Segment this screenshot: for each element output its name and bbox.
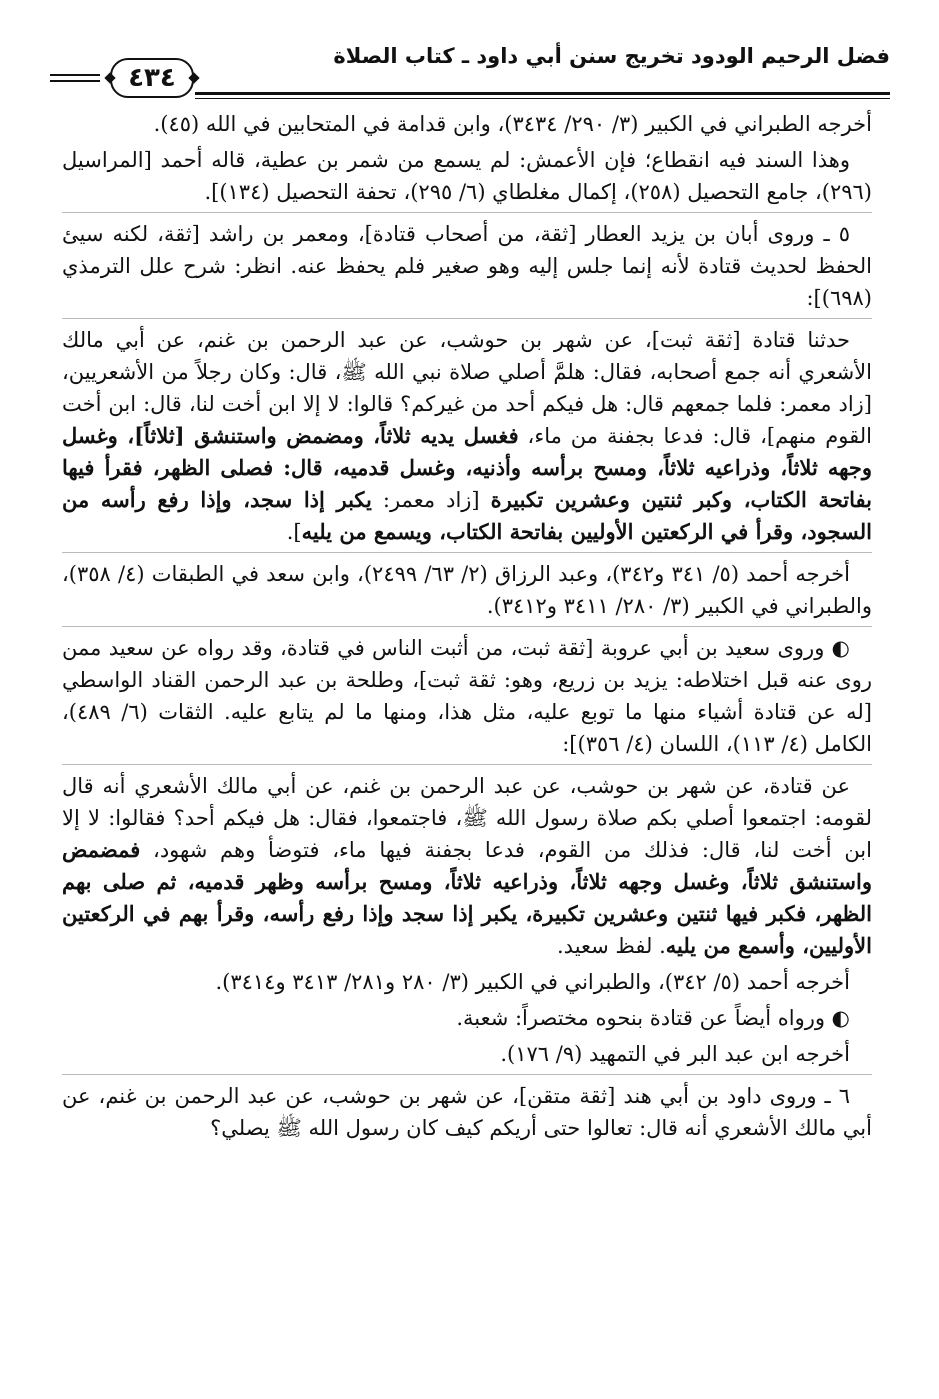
- paragraph-text: أخرجه أحمد (٥/ ٣٤٢)، والطبراني في الكبير (٣/ ٢٨٠ و٢٨١/ ٣٤١٣ و٣٤١٤).: [215, 970, 850, 994]
- paragraph-text: أخرجه أحمد (٥/ ٣٤١ و٣٤٢)، وعبد الرزاق (٢/ ٦٣/ ٢٤٩٩)، وابن سعد في الطبقات (٤/ ٣٥٨)، والطبراني في الكبير (٣/ ٢٨٠/ ٣٤١١ و٣٤١٢).: [62, 562, 872, 618]
- body-paragraph: [62, 324, 872, 548]
- header-rule: [195, 92, 890, 95]
- body-paragraph: [62, 966, 872, 998]
- page-body: [62, 108, 872, 1148]
- paragraph-separator: [62, 1074, 872, 1075]
- page-header: [50, 38, 890, 102]
- hadith-text-bold: فغسل يديه ثلاثاً، ومضمض واستنشق [ثلاثاً]، وغسل وجهه ثلاثاً، وذراعيه ثلاثاً، ومسح برأسه وأذنيه، وغسل قدميه، قال: فصلى الظهر، فقرأ فيها بفاتحة الكتاب، وكبر ثنتين وعشرين تكبيرة: [62, 423, 873, 512]
- paragraph-separator: [62, 318, 872, 319]
- paragraph-separator: [62, 212, 872, 213]
- paragraph-text: ٥ ـ وروى أبان بن يزيد العطار [ثقة، من أصحاب قتادة]، ومعمر بن راشد [ثقة، لكنه سيئ الحفظ لحديث قتادة لأنه إنما جلس إليه وهو صغير فلم يحفظ عنه. انظر: شرح علل الترمذي (٦٩٨)]:: [62, 222, 872, 310]
- paragraph-text: حدثنا قتادة [ثقة ثبت]، عن شهر بن حوشب، عن عبد الرحمن بن غنم، عن أبي مالك الأشعري أنه جمع أصحابه، فقال: هلمَّ أصلي صلاة نبي الله ﷺ، قال: وكان رجلاً من الأشعريين، [زاد معمر: فلما جمعهم قال: هل فيكم أحد من غيركم؟ قالوا: لا إلا ابن أخت لنا، قال: ابن أخت القوم منهم]، قال: فدعا بجفنة من ماء،: [62, 328, 873, 448]
- body-paragraph: [62, 770, 872, 962]
- body-paragraph: [62, 1038, 872, 1070]
- header-rule-thin: [195, 98, 890, 99]
- body-paragraph: [62, 558, 872, 622]
- page-number: ٤٣٤: [110, 58, 194, 98]
- body-paragraph: [62, 218, 872, 314]
- paragraph-text: ٦ ـ وروى داود بن أبي هند [ثقة متقن]، عن شهر بن حوشب، عن عبد الرحمن بن غنم، عن أبي مالك الأشعري أنه قال: تعالوا حتى أريكم كيف كان رسول الله ﷺ يصلي؟: [62, 1084, 872, 1140]
- hadith-text-bold: فمضمض واستنشق ثلاثاً، وغسل وجهه ثلاثاً، وذراعيه ثلاثاً، ومسح برأسه وظهر قدميه، ثم صلى بهم الظهر، فكبر فيها ثنتين وعشرين تكبيرة، يكبر إذا سجد وإذا رفع رأسه، وقرأ بهم في الركعتين الأوليين، وأسمع من يليه: [62, 837, 872, 958]
- paragraph-text: ◐ ورواه أيضاً عن قتادة بنحوه مختصراً: شعبة.: [456, 1006, 850, 1030]
- paragraph-separator: [62, 626, 872, 627]
- paragraph-text: وهذا السند فيه انقطاع؛ فإن الأعمش: لم يسمع من شمر بن عطية، قاله أحمد [المراسيل (٢٩٦)، جامع التحصيل (٢٥٨)، إكمال مغلطاي (٦/ ٢٩٥)، تحفة التحصيل (١٣٤)].: [62, 148, 872, 204]
- paragraph-separator: [62, 552, 872, 553]
- paragraph-text: . لفظ سعيد.: [557, 934, 666, 958]
- running-head-title: فضل الرحيم الودود تخريج سنن أبي داود ـ كتاب الصلاة: [333, 44, 890, 68]
- paragraph-text: [زاد معمر:: [371, 488, 491, 512]
- paragraph-text: عن قتادة، عن شهر بن حوشب، عن عبد الرحمن بن غنم، عن أبي مالك الأشعري أنه قال لقومه: اجتمعوا أصلي بكم صلاة رسول الله ﷺ، فاجتمعوا، فقال: هل فيكم أحد؟ فقالوا: لا إلا ابن أخت لنا، قال: فذلك من القوم، فدعا بجفنة فيها ماء، فتوضأ وهم شهود،: [62, 774, 872, 862]
- paragraph-text: ◐ وروى سعيد بن أبي عروبة [ثقة ثبت، من أثبت الناس في قتادة، وقد رواه عن سعيد ممن روى عنه قبل اختلاطه: يزيد بن زريع، وهو: ثقة ثبت]، وطلحة بن عبد الرحمن القناد الواسطي [له عن قتادة أشياء منها ما توبع عليه، مثل هذا، ومنها ما لم يتابع عليه. الثقات (٦/ ٤٨٩)، الكامل (٤/ ١١٣)، اللسان (٤/ ٣٥٦)]:: [62, 636, 872, 756]
- paragraph-text: أخرجه ابن عبد البر في التمهيد (٩/ ١٧٦).: [500, 1042, 850, 1066]
- paragraph-text: أخرجه الطبراني في الكبير (٣/ ٢٩٠/ ٣٤٣٤)، وابن قدامة في المتحابين في الله (٤٥).: [153, 112, 872, 136]
- paragraph-separator: [62, 764, 872, 765]
- paragraph-text: ].: [286, 520, 302, 544]
- body-paragraph: [62, 632, 872, 760]
- ornament-line: [50, 74, 100, 76]
- hadith-text-bold: يكبر إذا سجد، وإذا رفع رأسه من السجود، وقرأ في الركعتين الأوليين بفاتحة الكتاب، ويسمع من يليه: [62, 487, 872, 544]
- body-paragraph: [62, 108, 872, 140]
- body-paragraph: [62, 1080, 872, 1144]
- ornament-line: [50, 80, 100, 82]
- body-paragraph: [62, 1002, 872, 1034]
- body-paragraph: [62, 144, 872, 208]
